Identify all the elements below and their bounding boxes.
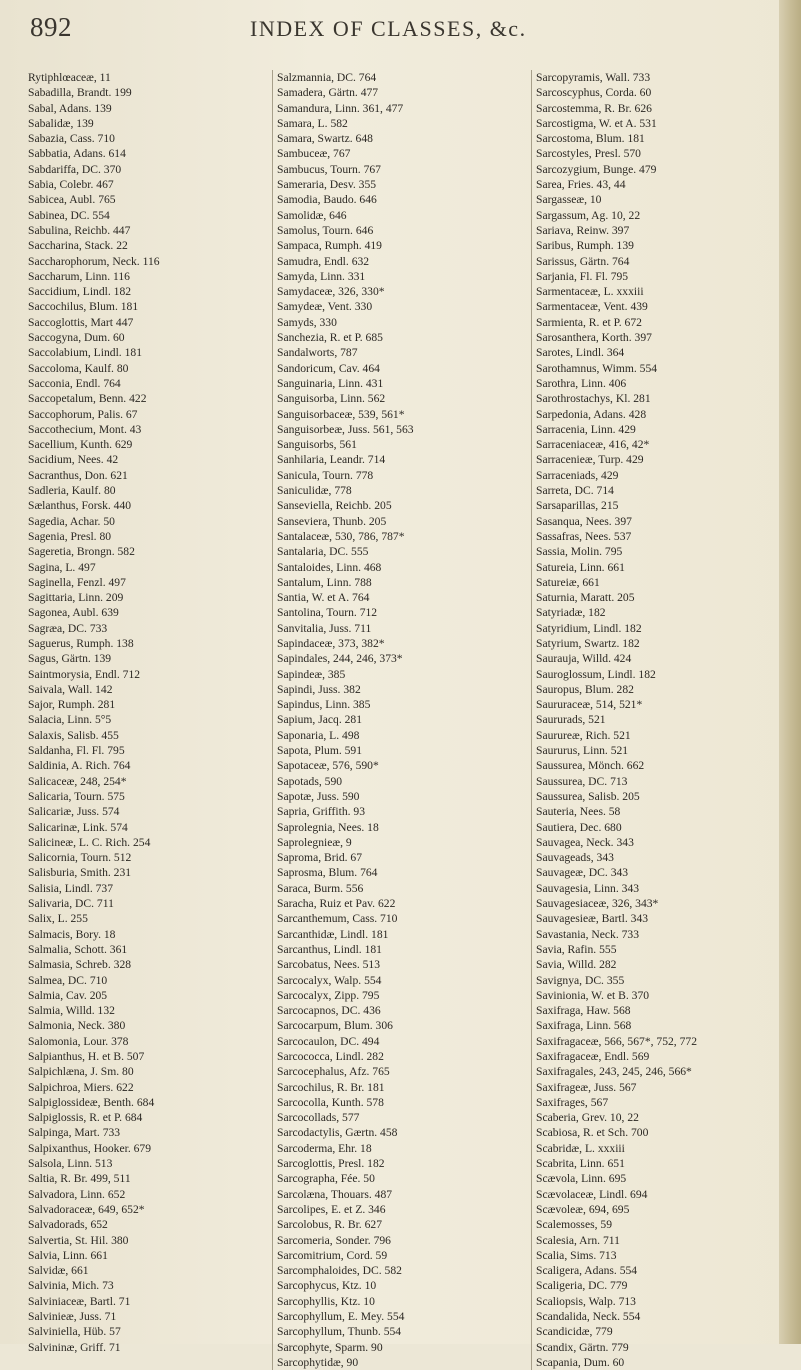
index-entry: Sarcophytidæ, 90 [277,1355,359,1369]
index-entry: Savastania, Neck. 733 [536,927,640,941]
index-entry: Sandoricum, Cav. 464 [277,361,380,375]
index-entry: Satyridium, Lindl. 182 [536,621,642,635]
index-entry: Sanguisorbs, 561 [277,438,357,452]
index-entry: Samodia, Baudo. 646 [277,193,377,207]
index-entry: Sarothrostachys, Kl. 281 [536,392,651,406]
index-entry: Sarcocolla, Kunth. 578 [277,1095,384,1109]
index-entry: Rytiphlœaceæ, 11 [28,71,111,84]
index-entry: Sarcocephalus, Afz. 765 [277,1065,390,1079]
index-entry: Saccogyna, Dum. 60 [28,331,125,345]
index-entry: Scaligeria, DC. 779 [536,1279,628,1293]
index-entry: Sarmienta, R. et P. 672 [536,315,642,329]
index-entry: Sasanqua, Nees. 397 [536,514,632,528]
index-entry: Sarothra, Linn. 406 [536,376,627,390]
index-entry: Sargasseæ, 10 [536,193,602,207]
index-entry: Sarcodactylis, Gærtn. 458 [277,1126,398,1140]
index-entry: Sauvagesia, Linn. 343 [536,881,640,895]
index-entry: Sarcococca, Lindl. 282 [277,1050,384,1063]
index-entry: Sarcocapnos, DC. 436 [277,1004,381,1018]
index-entry: Sanguisorba, Linn. 562 [277,392,386,406]
index-entry: Scapania, Dum. 60 [536,1355,625,1369]
index-entry: Salpiglossideæ, Benth. 684 [28,1095,155,1109]
index-entry: Salicarinæ, Link. 574 [28,820,128,834]
index-entry: Salpianthus, H. et B. 507 [28,1050,145,1063]
index-entry: Sambucus, Tourn. 767 [277,162,381,176]
index-entry: Salicaceæ, 248, 254* [28,774,127,788]
index-entry: Saguerus, Rumph. 138 [28,636,134,650]
index-entry: Sapria, Griffith. 93 [277,805,366,819]
index-entry: Sanseviella, Reichb. 205 [277,499,392,513]
index-entry: Sauvageads, 343 [536,851,614,865]
index-entry: Sarcomeria, Sonder. 796 [277,1233,391,1247]
index-entry: Sarjania, Fl. Fl. 795 [536,269,629,283]
index-entry: Saprolegnia, Nees. 18 [277,820,379,834]
index-entry: Saussurea, Mönch. 662 [536,759,645,773]
index-entry: Saccoloma, Kaulf. 80 [28,361,129,375]
index-entry: Salicariæ, Juss. 574 [28,805,120,819]
index-entry: Sarraceniaceæ, 416, 42* [536,438,650,452]
index-entry: Salomonia, Lour. 378 [28,1034,129,1048]
index-entry: Salpichlæna, J. Sm. 80 [28,1065,134,1079]
index-entry: Sabalidæ, 139 [28,116,94,130]
index-entry: Sarcophyte, Sparm. 90 [277,1340,383,1354]
index-entry: Sauvagea, Neck. 343 [536,835,634,849]
index-entry: Sagenia, Presl. 80 [28,529,112,543]
index-entry: Santalaceæ, 530, 786, 787* [277,529,405,543]
index-entry: Santolina, Tourn. 712 [277,606,378,620]
index-entry: Salmasia, Schreb. 328 [28,958,132,972]
index-entry: Saxifragales, 243, 245, 246, 566* [536,1065,692,1079]
index-entry: Salpixanthus, Hooker. 679 [28,1141,152,1155]
index-entry: Salsola, Linn. 513 [28,1157,113,1171]
index-entry: Sarcocarpum, Blum. 306 [277,1019,393,1033]
index-entry: Scævolaceæ, Lindl. 694 [536,1187,648,1201]
index-entry: Salvertia, St. Hil. 380 [28,1233,129,1247]
index-entry: Saxifragaceæ, 566, 567*, 752, 772 [536,1034,697,1048]
index-entry: Sauvagesiaceæ, 326, 343* [536,897,659,911]
index-entry: Scaligera, Adans. 554 [536,1264,638,1278]
index-entry: Sarcoscyphus, Corda. 60 [536,86,652,100]
index-entry: Sarotes, Lindl. 364 [536,346,625,360]
index-entry: Samyds, 330 [277,315,337,329]
index-entry: Scalia, Sims. 713 [536,1248,617,1262]
index-entry: Sabia, Colebr. 467 [28,178,114,192]
index-entry: Sabulina, Reichb. 447 [28,223,131,237]
index-entry: Sarcomitrium, Cord. 59 [277,1248,388,1262]
index-entry: Salmalia, Schott. 361 [28,942,128,956]
index-entry: Saxifraga, Linn. 568 [536,1019,632,1033]
index-entry: Satureiæ, 661 [536,575,600,589]
index-entry: Scalemosses, 59 [536,1218,612,1232]
index-entry: Satyrium, Swartz. 182 [536,636,640,650]
index-entry: Samydeæ, Vent. 330 [277,300,373,314]
index-entry: Sabicea, Aubl. 765 [28,193,116,207]
index-entry: Salpiglossis, R. et P. 684 [28,1111,143,1125]
index-entry: Sauteria, Nees. 58 [536,805,621,819]
index-entry: Sarcostigma, W. et A. 531 [536,116,657,130]
index-entry: Sarcoglottis, Presl. 182 [277,1157,385,1171]
index-entry: Scandalida, Neck. 554 [536,1310,641,1324]
index-entry: Sagittaria, Linn. 209 [28,591,124,605]
index-entry: Saintmorysia, Endl. 712 [28,667,141,681]
index-entry: Salviniella, Hüb. 57 [28,1325,121,1339]
index-entry: Salviniaceæ, Bartl. 71 [28,1294,131,1308]
index-entry: Salvia, Linn. 661 [28,1248,108,1262]
index-entry: Saxifrageæ, Juss. 567 [536,1080,637,1094]
index-entry: Sanguinaria, Linn. 431 [277,376,384,390]
index-entry: Sapindi, Juss. 382 [277,682,361,696]
index-entry: Sacranthus, Don. 621 [28,468,128,482]
index-entry: Salmea, DC. 710 [28,973,108,987]
index-entry: Sarissus, Gärtn. 764 [536,254,630,268]
index-entry: Scalesia, Arn. 711 [536,1233,620,1247]
index-entry: Saccolabium, Lindl. 181 [28,346,142,360]
index-entry: Sarcanthus, Lindl. 181 [277,942,382,956]
index-entry: Samara, L. 582 [277,116,348,130]
index-entry: Saurureæ, Rich. 521 [536,728,631,742]
index-entry: Sauroglossum, Lindl. 182 [536,667,656,681]
index-entry: Saivala, Wall. 142 [28,682,113,696]
index-entry: Saccochilus, Blum. 181 [28,300,139,314]
index-entry: Sagonea, Aubl. 639 [28,606,119,620]
index-entry: Saldanha, Fl. Fl. 795 [28,744,125,758]
index-entry: Sarcolobus, R. Br. 627 [277,1218,382,1232]
index-entry: Sapotaceæ, 576, 590* [277,759,379,773]
index-entry: Sarcophycus, Ktz. 10 [277,1279,377,1293]
index-entry: Sapindales, 244, 246, 373* [277,652,403,666]
index-entry: Sarcopyramis, Wall. 733 [536,71,651,84]
index-entry: Saurauja, Willd. 424 [536,652,632,666]
index-entry: Saccophorum, Palis. 67 [28,407,138,421]
index-entry: Salicineæ, L. C. Rich. 254 [28,835,151,849]
index-entry: Sapindeæ, 385 [277,667,346,681]
index-entry: Sarmentaceæ, L. xxxiii [536,285,644,299]
index-entry: Sælanthus, Forsk. 440 [28,499,132,513]
index-entry: Sarracenia, Linn. 429 [536,422,636,436]
index-entry: Sarcographa, Fée. 50 [277,1172,375,1186]
index-entry: Samydaceæ, 326, 330* [277,285,385,299]
index-entry: Scabridæ, L. xxxiii [536,1141,625,1155]
index-entry: Saltia, R. Br. 499, 511 [28,1172,131,1186]
index-entry: Salicaria, Tourn. 575 [28,789,125,803]
index-entry: Sarpedonia, Adans. 428 [536,407,647,421]
index-entry: Sargassum, Ag. 10, 22 [536,208,641,222]
index-entry: Sarsaparillas, 215 [536,499,619,513]
index-entry: Sarcocalyx, Zipp. 795 [277,988,380,1002]
index-entry: Saccharophorum, Neck. 116 [28,254,160,268]
index-entry: Sarcolipes, E. et Z. 346 [277,1202,386,1216]
index-entry: Scaberia, Grev. 10, 22 [536,1111,639,1125]
index-entry: Samara, Swartz. 648 [277,132,373,146]
index-entry: Sanseviera, Thunb. 205 [277,514,387,528]
index-entry: Sarcophyllum, Thunb. 554 [277,1325,402,1339]
index-entry: Samyda, Linn. 331 [277,269,366,283]
index-entry: Salix, L. 255 [28,912,88,926]
index-entry: Samandura, Linn. 361, 477 [277,101,404,115]
index-entry: Santalaria, DC. 555 [277,545,369,559]
index-entry: Saraca, Burm. 556 [277,881,364,895]
index-entry: Salzmannia, DC. 764 [277,71,377,84]
index-entry: Sadleria, Kaulf. 80 [28,484,116,498]
index-entry: Sauropus, Blum. 282 [536,682,634,696]
index-entry: Sandalworts, 787 [277,346,358,360]
index-entry: Sarcocalyx, Walp. 554 [277,973,382,987]
index-entry: Sanicula, Tourn. 778 [277,468,374,482]
index-entry: Scævoleæ, 694, 695 [536,1202,630,1216]
index-entry: Sarcanthidæ, Lindl. 181 [277,927,389,941]
index-entry: Salmia, Willd. 132 [28,1004,115,1018]
index-entry: Sassia, Molin. 795 [536,545,623,559]
index-entry: Saccharina, Stack. 22 [28,239,128,253]
index-entry: Sarcobatus, Nees. 513 [277,958,381,972]
index-entry: Salvinieæ, Juss. 71 [28,1310,117,1324]
index-entry: Sarcophyllis, Ktz. 10 [277,1294,375,1308]
index-entry: Scabiosa, R. et Sch. 700 [536,1126,649,1140]
index-entry: Sarcochilus, R. Br. 181 [277,1080,385,1094]
index-entry: Sanhilaria, Leandr. 714 [277,453,386,467]
index-entry: Samadera, Gärtn. 477 [277,86,379,100]
index-entry: Sacidium, Nees. 42 [28,453,119,467]
index-entry: Sarcocollads, 577 [277,1111,360,1125]
index-entry: Sarcolæna, Thouars. 487 [277,1187,393,1201]
index-entry: Sarcostoma, Blum. 181 [536,132,645,146]
index-entry: Salaxis, Salisb. 455 [28,728,119,742]
index-entry: Sarcozygium, Bunge. 479 [536,162,657,176]
index-entry: Satureia, Linn. 661 [536,560,625,574]
index-entry: Santaloides, Linn. 468 [277,560,382,574]
index-entry: Sarcostemma, R. Br. 626 [536,101,652,115]
index-entry: Sabazia, Cass. 710 [28,132,115,146]
index-entry: Sarothamnus, Wimm. 554 [536,361,658,375]
index-entry: Saccharum, Linn. 116 [28,269,130,283]
index-entry: Savinionia, W. et B. 370 [536,988,650,1002]
index-entry: Sapium, Jacq. 281 [277,713,363,727]
index-entry: Samudra, Endl. 632 [277,254,370,268]
index-entry: Sarraceniads, 429 [536,468,619,482]
index-entry: Saussurea, Salisb. 205 [536,789,640,803]
index-column-3 [531,70,786,1370]
index-entry: Saccidium, Lindl. 182 [28,285,132,299]
index-entry: Sarmentaceæ, Vent. 439 [536,300,648,314]
index-entry: Salvininæ, Griff. 71 [28,1340,121,1354]
index-entry: Sampaca, Rumph. 419 [277,239,382,253]
index-entry: Sabadilla, Brandt. 199 [28,86,132,100]
index-entry: Sabinea, DC. 554 [28,208,110,222]
index-entry: Sarcomphaloides, DC. 582 [277,1264,402,1278]
index-entry: Saururads, 521 [536,713,606,727]
index-entry: Sarcanthemum, Cass. 710 [277,912,398,926]
index-entry: Saprosma, Blum. 764 [277,866,378,880]
index-entry: Salpinga, Mart. 733 [28,1126,121,1140]
index-entry: Salvinia, Mich. 73 [28,1279,114,1293]
index-entry: Sassafras, Nees. 537 [536,529,632,543]
index-entry: Saccothecium, Mont. 43 [28,422,142,436]
index-entry: Sarcophyllum, E. Mey. 554 [277,1310,405,1324]
index-entry: Salvadorads, 652 [28,1218,108,1232]
index-entry: Samolus, Tourn. 646 [277,223,374,237]
index-entry: Sanguisorbeæ, Juss. 561, 563 [277,422,414,436]
index-entry: Sarosanthera, Korth. 397 [536,331,652,345]
index-entry: Sarcoderma, Ehr. 18 [277,1141,372,1155]
index-entry: Saprolegnieæ, 9 [277,835,352,849]
index-column-2 [272,70,557,1370]
index-entry: Sauvagesieæ, Bartl. 343 [536,912,649,926]
index-entry: Salvadoraceæ, 649, 652* [28,1202,145,1216]
index-entry: Salmacis, Bory. 18 [28,927,116,941]
index-entry: Saxifraga, Haw. 568 [536,1004,631,1018]
index-entry: Salvidæ, 661 [28,1264,89,1278]
index-entry: Sanvitalia, Juss. 711 [277,621,372,635]
index-entry: Scandicidæ, 779 [536,1325,613,1339]
index-entry: Salacia, Linn. 5°5 [28,713,112,727]
index-entry: Saracha, Ruiz et Pav. 622 [277,897,396,911]
index-entry: Saururaceæ, 514, 521* [536,698,643,712]
index-entry: Santalum, Linn. 788 [277,575,372,589]
page-number: 892 [30,12,72,42]
index-entry: Sagina, L. 497 [28,560,96,574]
index-entry: Sabal, Adans. 139 [28,101,112,115]
index-entry: Saururus, Linn. 521 [536,744,629,758]
index-entry: Saccoglottis, Mart 447 [28,315,134,329]
index-entry: Sarea, Fries. 43, 44 [536,178,626,192]
index-entry: Sauvageæ, DC. 343 [536,866,629,880]
index-entry: Saribus, Rumph. 139 [536,239,634,253]
index-entry: Saxifragaceæ, Endl. 569 [536,1050,650,1063]
index-entry: Scandix, Gärtn. 779 [536,1340,629,1354]
index-entry: Salmia, Cav. 205 [28,988,108,1002]
index-entry: Sagus, Gärtn. 139 [28,652,112,666]
index-entry: Sajor, Rumph. 281 [28,698,116,712]
index-entry: Saldinia, A. Rich. 764 [28,759,131,773]
index-entry: Saponaria, L. 498 [277,728,360,742]
index-entry: Scaliopsis, Walp. 713 [536,1294,636,1308]
index-entry: Salmonia, Neck. 380 [28,1019,126,1033]
index-entry: Salisia, Lindl. 737 [28,881,114,895]
index-entry: Savia, Rafin. 555 [536,942,617,956]
index-entry: Sacellium, Kunth. 629 [28,438,133,452]
index-column-1 [28,70,290,1355]
index-entry: Sabdariffa, DC. 370 [28,162,122,176]
index-entry: Saniculidæ, 778 [277,484,352,498]
index-entry: Sageretia, Brongn. 582 [28,545,135,559]
index-entry: Salisburia, Smith. 231 [28,866,132,880]
index-entry: Saxifrages, 567 [536,1095,609,1109]
index-entry: Sapindaceæ, 373, 382* [277,636,385,650]
index-entry: Saginella, Fenzl. 497 [28,575,126,589]
index-entry: Saussurea, DC. 713 [536,774,628,788]
index-entry: Sapotæ, Juss. 590 [277,789,360,803]
index-entry: Sameraria, Desv. 355 [277,178,377,192]
index-entry: Satyriadæ, 182 [536,606,606,620]
index-entry: Savignya, DC. 355 [536,973,625,987]
index-entry: Samolidæ, 646 [277,208,347,222]
index-entry: Salivaria, DC. 711 [28,897,114,911]
index-entry: Sautiera, Dec. 680 [536,820,622,834]
index-entry: Salpichroa, Miers. 622 [28,1080,134,1094]
index-entry: Sariava, Reinw. 397 [536,223,630,237]
index-entry: Sagedia, Achar. 50 [28,514,115,528]
index-entry: Sanguisorbaceæ, 539, 561* [277,407,405,421]
running-title: INDEX OF CLASSES, &c. [250,16,527,41]
index-entry: Saproma, Brid. 67 [277,851,363,865]
index-entry: Sarracenieæ, Turp. 429 [536,453,644,467]
index-entry: Sagræa, DC. 733 [28,621,108,635]
index-entry: Sacconia, Endl. 764 [28,376,121,390]
index-entry: Sarcocaulon, DC. 494 [277,1034,380,1048]
index-entry: Saturnia, Maratt. 205 [536,591,635,605]
index-entry: Scabrita, Linn. 651 [536,1157,625,1171]
index-entry: Sanchezia, R. et P. 685 [277,331,383,345]
index-entry: Sarreta, DC. 714 [536,484,614,498]
index-entry: Sapotads, 590 [277,774,343,788]
index-entry: Scævola, Linn. 695 [536,1172,627,1186]
index-entry: Sambuceæ, 767 [277,147,351,161]
index-entry: Sapindus, Linn. 385 [277,698,371,712]
index-entry: Saccopetalum, Benn. 422 [28,392,147,406]
index-entry: Santia, W. et A. 764 [277,591,370,605]
index-entry: Salvadora, Linn. 652 [28,1187,126,1201]
page-header [0,12,801,52]
index-entry: Salicornia, Tourn. 512 [28,851,132,865]
index-entry: Sapota, Plum. 591 [277,744,363,758]
index-entry: Savia, Willd. 282 [536,958,617,972]
index-entry: Sabbatia, Adans. 614 [28,147,126,161]
index-entry: Sarcostyles, Presl. 570 [536,147,641,161]
